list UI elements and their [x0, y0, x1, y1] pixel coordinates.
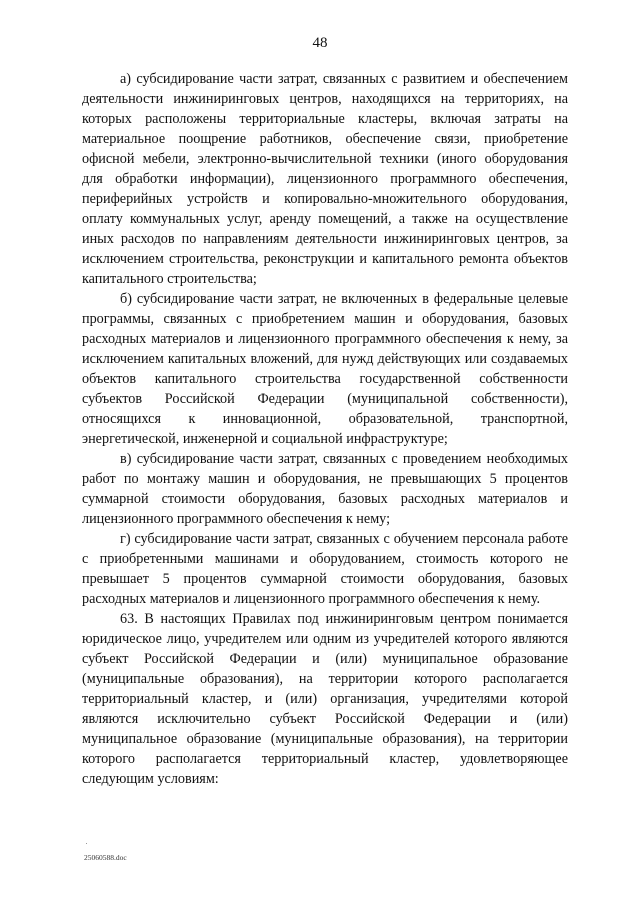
document-body: [82, 69, 568, 789]
paragraph-v: в) субсидирование части затрат, связанных с проведением необходимых работ по монтажу машин и оборудования, не превышающих 5 процентов суммарной стоимости оборудования, базовых расходных материалов и лицензионного программного обеспечения к нему;: [82, 451, 568, 527]
paragraph-63: 63. В настоящих Правилах под инжиниринговым центром понимается юридическое лицо, учредителем или одним из учредителей которого являются субъект Российской Федерации и (или) муниципальное образование (муниципальные образования), на территории которого располагается территориальный кластер, и (или) организация, учредителями которой являются исключительно субъект Российской Федерации и (или) муниципальное образование (муниципальные образования), на территории которого располагается территориальный кластер, удовлетворяющее следующим условиям:: [82, 611, 568, 787]
footer-file-code: 25060588.doc: [84, 853, 127, 862]
paragraph-b: б) субсидирование части затрат, не включенных в федеральные целевые программы, связанных с приобретением машин и оборудования, базовых расходных материалов и лицензионного программного обеспечения к нему, за исключением капитальных вложений, для нужд действующих или создаваемых объектов капитального строительства государственной собственности субъектов Российской Федерации (муниципальной собственности), относящихся к инновационной, образовательной, транспортной, энергетической, инженерной и социальной инфраструктуре;: [82, 291, 568, 447]
page-number: 48: [312, 35, 328, 51]
scan-artifact: [86, 843, 87, 844]
paragraph-g: г) субсидирование части затрат, связанных с обучением персонала работе с приобретенными машинами и оборудованием, стоимость которого не превышает 5 процентов суммарной стоимости оборудования, базовых расходных материалов и лицензионного программного обеспечения к нему.: [82, 531, 568, 607]
paragraph-a: а) субсидирование части затрат, связанных с развитием и обеспечением деятельности инжиниринговых центров, находящихся на территориях, на которых расположены территориальные кластеры, включая затраты на материальное поощрение работников, обеспечение связи, приобретение офисной мебели, электронно-вычислительной техники (иного оборудования для обработки информации), лицензионного программного обеспечения, периферийных устройств и копировально-множительного оборудования, оплату коммунальных услуг, аренду помещений, а также на осуществление иных расходов по направлениям деятельности инжиниринговых центров, за исключением строительства, реконструкции и капитального ремонта объектов капитального строительства;: [82, 71, 568, 287]
